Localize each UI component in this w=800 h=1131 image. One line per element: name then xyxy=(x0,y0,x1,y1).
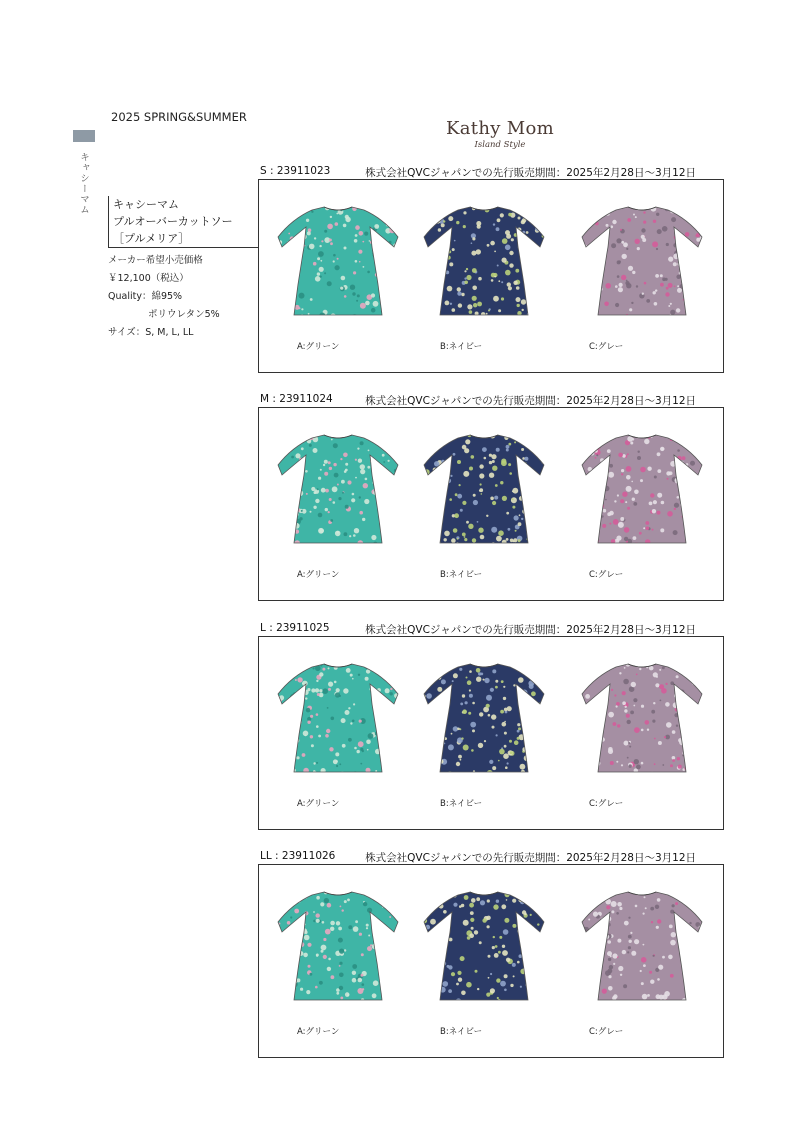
color-label: A:グリーン xyxy=(297,342,340,352)
block-header xyxy=(260,850,726,864)
sizes: サイズ：S, M, L, LL xyxy=(108,327,194,338)
size-code: LL : 23911026 xyxy=(260,850,336,862)
size-code: S : 23911023 xyxy=(260,165,331,177)
category-vertical-label: キャシーマム xyxy=(78,152,89,215)
dress-image xyxy=(272,886,404,1008)
block-header xyxy=(260,165,726,179)
quality: Quality：綿95% xyxy=(108,291,183,302)
dress-image xyxy=(418,201,550,323)
sale-period: 株式会社QVCジャパンでの先行販売期間：2025年2月28日～3月12日 xyxy=(365,167,696,179)
season-title: 2025 SPRING&SUMMER xyxy=(111,110,247,124)
product-name xyxy=(108,196,263,247)
dress-image xyxy=(576,429,708,551)
color-label: A:グリーン xyxy=(297,570,340,580)
color-label: C:グレー xyxy=(589,799,624,809)
dress-image xyxy=(272,201,404,323)
product-specs xyxy=(108,252,220,342)
quality-extra: ポリウレタン5% xyxy=(148,309,220,320)
color-label: B:ネイビー xyxy=(440,1027,483,1037)
color-label: A:グリーン xyxy=(297,799,340,809)
dress-image xyxy=(272,658,404,780)
product-name-line: キャシーマム xyxy=(113,198,179,211)
brand-logo xyxy=(430,118,570,150)
block-header xyxy=(260,622,726,636)
dress-image xyxy=(576,658,708,780)
dress-image xyxy=(418,658,550,780)
dress-image xyxy=(576,201,708,323)
product-name-line: ［プルメリア］ xyxy=(113,232,190,245)
block-header xyxy=(260,393,726,407)
dress-image xyxy=(418,886,550,1008)
color-label: B:ネイビー xyxy=(440,342,483,352)
dress-image xyxy=(576,886,708,1008)
color-label: C:グレー xyxy=(589,342,624,352)
price: ￥12,100（税込） xyxy=(108,273,189,284)
category-tab xyxy=(73,130,95,142)
color-label: C:グレー xyxy=(589,570,624,580)
sale-period: 株式会社QVCジャパンでの先行販売期間：2025年2月28日～3月12日 xyxy=(365,624,696,636)
brand-subtitle: Island Style xyxy=(474,140,526,150)
color-label: A:グリーン xyxy=(297,1027,340,1037)
color-label: B:ネイビー xyxy=(440,570,483,580)
leader-line xyxy=(108,247,260,248)
size-code: M : 23911024 xyxy=(260,393,333,405)
dress-image xyxy=(272,429,404,551)
dress-image xyxy=(418,429,550,551)
sale-period: 株式会社QVCジャパンでの先行販売期間：2025年2月28日～3月12日 xyxy=(365,852,696,864)
brand-name: Kathy Mom xyxy=(446,118,554,139)
price-label: メーカー希望小売価格 xyxy=(108,255,203,266)
color-label: C:グレー xyxy=(589,1027,624,1037)
product-name-line: プルオーバーカットソー xyxy=(113,215,233,228)
color-label: B:ネイビー xyxy=(440,799,483,809)
size-code: L : 23911025 xyxy=(260,622,330,634)
sale-period: 株式会社QVCジャパンでの先行販売期間：2025年2月28日～3月12日 xyxy=(365,395,696,407)
